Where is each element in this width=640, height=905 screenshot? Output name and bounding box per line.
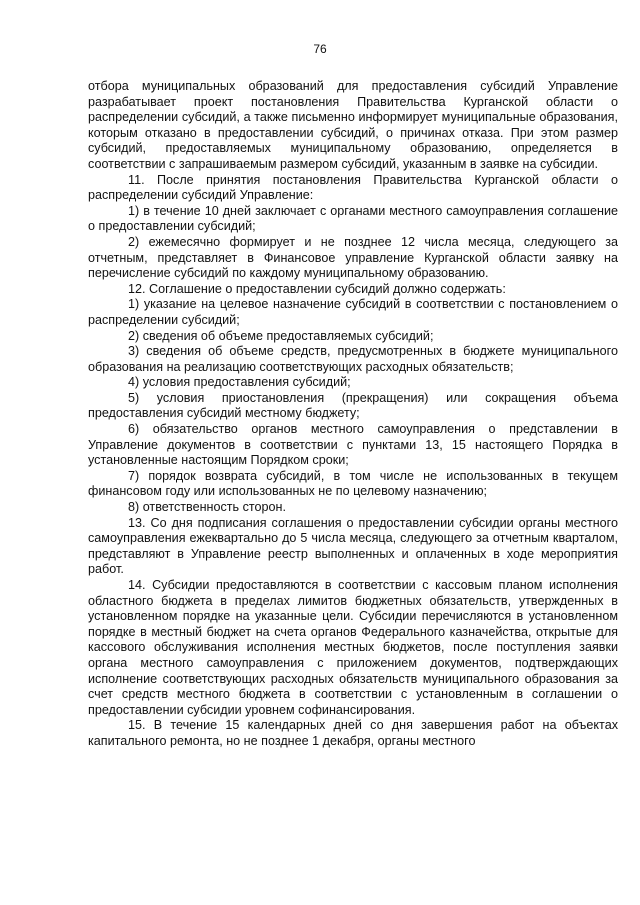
paragraph-clause-12: 12. Соглашение о предоставлении субсидий должно содержать: bbox=[128, 281, 506, 296]
list-item-12-8: 8) ответственность сторон. bbox=[128, 500, 286, 515]
page-number: 76 bbox=[313, 42, 327, 56]
list-item-12-3: 3) сведения об объеме средств, предусмотренных в бюджете муниципального образования на реализацию соответствующих расходных обязательств; bbox=[88, 344, 618, 374]
list-item-12-5: 5) условия приостановления (прекращения) или сокращения объема предоставления субсидий местному бюджету; bbox=[88, 390, 618, 421]
paragraph-clause-11: 11. После принятия постановления Правительства Курганской области о распределении субсидий Управление: bbox=[88, 172, 618, 203]
paragraph-clause-14: 14. Субсидии предоставляются в соответствии с кассовым планом исполнения областного бюджета в пределах лимитов бюджетных обязательств, утвержденных в установленном порядке на указанные цели. Субсидии перечисляются в установленном порядке в местный бюджет на счета органов Федерального казначейства, открытые для кассового обслуживания исполнения местных бюджетов, после поступления заявки органа местного самоуправления с приложением документов, подтверждающих исполнение соответствующих расходных обязательств муниципального образования за счет средств местного бюджета в соответствии с установленным в соглашении о предоставлении субсидии уровнем софинансирования. bbox=[88, 578, 618, 717]
list-item-12-4: 4) условия предоставления субсидий; bbox=[128, 375, 351, 390]
paragraph-continuation: отбора муниципальных образований для предоставления субсидий Управление разрабатывает проект постановления Правительства Курганской области о распределении субсидий, а также письменно информирует муниципальные образования, которым отказано в предоставлении субсидий, о причинах отказа. При этом размер субсидий, предоставляемых муниципальному образованию, определяется в соответствии с запрашиваемым размером субсидий, указанным в заявке на субсидии. bbox=[88, 79, 618, 171]
list-item-12-1: 1) указание на целевое назначение субсидий в соответствии с постановлением о распределении субсидий; bbox=[88, 297, 618, 327]
list-item-12-7: 7) порядок возврата субсидий, в том числе не использованных в текущем финансовом году или использованных не по целевому назначению; bbox=[88, 468, 618, 499]
list-item-12-2: 2) сведения об объеме предоставляемых субсидий; bbox=[128, 328, 434, 343]
list-item-12-6: 6) обязательство органов местного самоуправления о представлении в Управление документов в соответствии с пунктами 13, 15 настоящего Порядка в установленные настоящим Порядком сроки; bbox=[88, 422, 618, 468]
paragraph-clause-15: 15. В течение 15 календарных дней со дня завершения работ на объектах капитального ремонта, но не позднее 1 декабря, органы местного bbox=[88, 718, 618, 748]
list-item-11-1: 1) в течение 10 дней заключает с органами местного самоуправления соглашение о предоставлении субсидий; bbox=[88, 203, 618, 234]
list-item-11-2: 2) ежемесячно формирует и не позднее 12 числа месяца, следующего за отчетным, представляет в Финансовое управление Курганской области заявку на перечисление субсидий по каждому муниципальному образованию. bbox=[88, 234, 618, 281]
document-body bbox=[88, 79, 618, 750]
paragraph-clause-13: 13. Со дня подписания соглашения о предоставлении субсидии органы местного самоуправления ежеквартально до 5 числа месяца, следующего за отчетным кварталом, представляют в Управление реестр выполненных и оплаченных в ходе мероприятия работ. bbox=[88, 515, 618, 577]
